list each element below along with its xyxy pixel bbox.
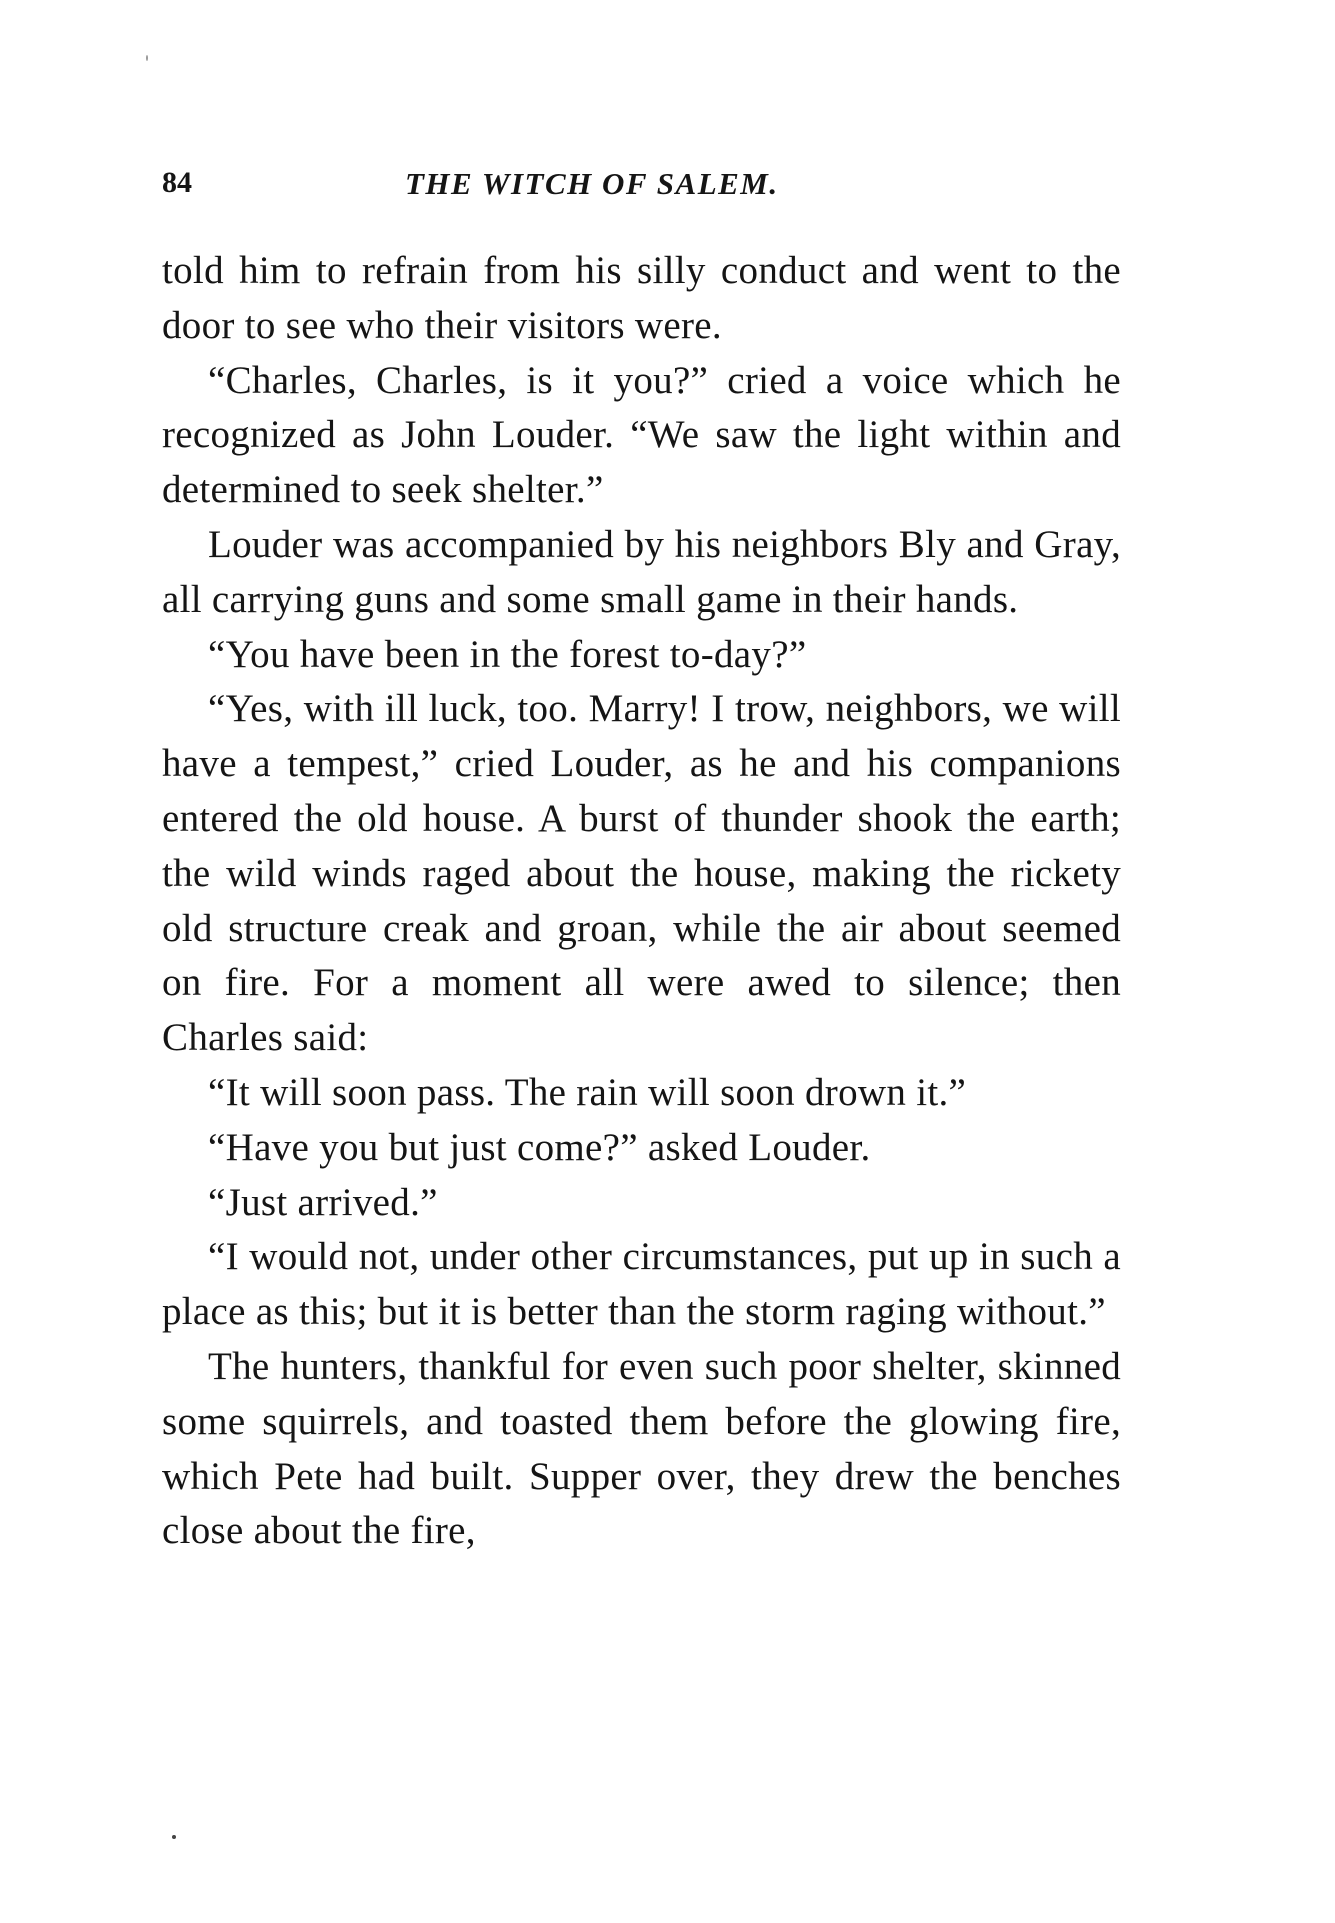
paper-speck bbox=[146, 55, 148, 61]
paragraph: “Yes, with ill luck, too. Marry! I trow, neighbors, we will have a tempest,” cried Louder, as he and his companions entered the old house. A burst of thunder shook the earth; the wild winds raged about the house, making the rickety old structure creak and groan, while the air about seemed on fire. For a moment all were awed to silence; then Charles said: bbox=[162, 687, 1121, 1060]
paragraph: “Charles, Charles, is it you?” cried a voice which he recognized as John Louder. “We saw the light within and determined to seek shelter.” bbox=[162, 358, 1121, 512]
paragraph: “Just arrived.” bbox=[208, 1180, 438, 1224]
body-text bbox=[162, 244, 1121, 1559]
page-number: 84 bbox=[162, 166, 192, 199]
paragraph: “It will soon pass. The rain will soon drown it.” bbox=[208, 1070, 967, 1114]
paragraph: “You have been in the forest to-day?” bbox=[208, 632, 807, 676]
paragraph: Louder was accompanied by his neighbors Bly and Gray, all carrying guns and some small game in their hands. bbox=[162, 522, 1121, 621]
book-title: THE WITCH OF SALEM. bbox=[405, 166, 779, 201]
paragraph: The hunters, thankful for even such poor shelter, skinned some squirrels, and toasted them before the glowing fire, which Pete had built. Supper over, they drew the benches close about the fire, bbox=[162, 1344, 1121, 1553]
paragraph: told him to refrain from his silly conduct and went to the door to see who their visitors were. bbox=[162, 249, 1121, 347]
paragraph: “I would not, under other circumstances, put up in such a place as this; but it is better than the storm raging without.” bbox=[162, 1235, 1121, 1334]
paragraph: “Have you but just come?” asked Louder. bbox=[208, 1125, 871, 1169]
paper-speck bbox=[172, 1835, 176, 1839]
running-head bbox=[162, 166, 1132, 210]
